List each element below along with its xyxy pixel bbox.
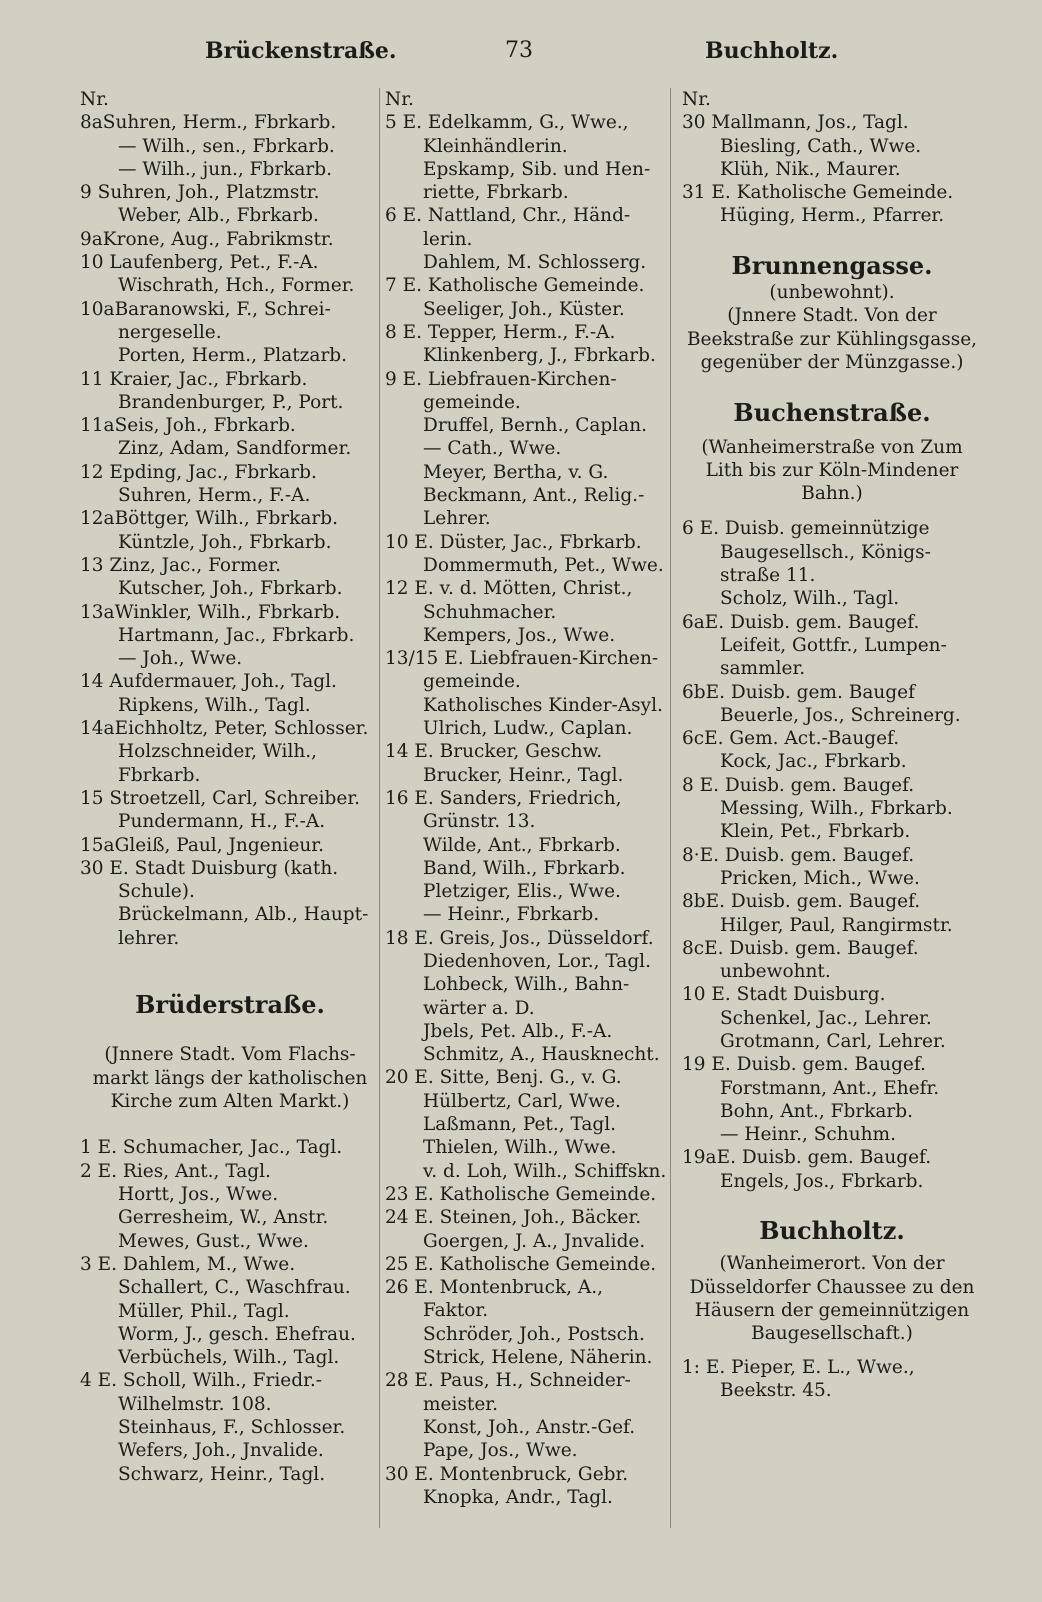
description-line: (Jnnere Stadt. Vom Flachs- [104,1044,356,1066]
entry-line: 10 E. Düster, Jac., Fbrkarb. [385,531,642,553]
entry-line: unbewohnt. [720,961,831,983]
entry-line: Wischrath, Hch., Former. [118,275,355,297]
nr-label: Nr. [385,89,414,110]
entry-line: Mewes, Gust., Wwe. [118,1230,309,1252]
entry-line: 9aKrone, Aug., Fabrikmstr. [80,228,334,250]
entry-line: Wilhelmstr. 108. [118,1393,272,1415]
entry-line: Druffel, Bernh., Caplan. [423,415,647,437]
entry-line: 30 E. Montenbruck, Gebr. [385,1463,629,1485]
entry-line: Ripkens, Wilh., Tagl. [118,694,311,716]
entry-line: 13 Zinz, Jac., Former. [80,554,282,576]
entry-line: Worm, J., gesch. Ehefrau. [118,1323,356,1345]
entry-line: Beekstr. 45. [720,1379,832,1401]
entry-line: Hülbertz, Carl, Wwe. [423,1090,621,1112]
entry-line: Epskamp, Sib. und Hen- [423,158,651,180]
entry-line: Weber, Alb., Fbrkarb. [118,205,319,227]
entry-line: Seeliger, Joh., Küster. [423,298,625,320]
entry-line: Müller, Phil., Tagl. [118,1300,290,1322]
entry-line: 7 E. Katholische Gemeinde. [385,275,645,297]
entry-line: — Wilh., sen., Fbrkarb. [118,135,335,157]
entry-line: Kock, Jac., Fbrkarb. [720,751,907,773]
entry-line: Bohn, Ant., Fbrkarb. [720,1100,914,1122]
entry-line: Schule). [118,881,195,903]
entry-line: Schröder, Joh., Postsch. [423,1323,645,1345]
entry-line: Holzschneider, Wilh., [118,741,318,763]
entry-line: Küntzle, Joh., Fbrkarb. [118,531,332,553]
entry-line: Schmitz, A., Hausknecht. [423,1044,660,1066]
entry-line: Band, Wilh., Fbrkarb. [423,857,626,879]
entry-line: gemeinde. [423,391,521,413]
entry-line: Wilde, Ant., Fbrkarb. [423,834,621,856]
section-description [682,436,982,506]
entry-line: Porten, Herm., Platzarb. [118,345,348,367]
entry-line: Schenkel, Jac., Lehrer. [720,1007,932,1029]
entry-line: Grotmann, Carl, Lehrer. [720,1030,946,1052]
entry-line: v. d. Loh, Wilh., Schiffskn. [423,1160,667,1182]
entry-line: 1: E. Pieper, E. L., Wwe., [682,1356,915,1378]
nr-label: Nr. [80,89,109,110]
entry-line: Hüging, Herm., Pfarrer. [720,205,945,227]
description-line: Lith bis zur Köln-Mindener [705,459,959,481]
col2-entries [385,111,685,1509]
page-header [0,38,1042,74]
entry-line: 8 E. Duisb. gem. Baugef. [682,774,915,796]
entry-line: Forstmann, Ant., Ehefr. [720,1077,940,1099]
col1-entries-2 [80,1136,380,1485]
entry-line: 16 E. Sanders, Friedrich, [385,787,622,809]
entry-line: 20 E. Sitte, Benj. G., v. G. [385,1067,622,1089]
col3-entries [682,111,982,227]
description-line: Düsseldorfer Chaussee zu den [689,1276,975,1298]
entry-line: Wefers, Joh., Jnvalide. [118,1440,324,1462]
entry-line: 6cE. Gem. Act.-Baugef. [682,728,900,750]
description-line: Kirche zum Alten Markt.) [110,1090,350,1112]
entry-line: Gerresheim, W., Anstr. [118,1207,329,1229]
entry-line: 15aGleiß, Paul, Jngenieur. [80,834,324,856]
entry-line: 10aBaranowski, F., Schrei- [80,298,331,320]
entry-line: Grünstr. 13. [423,811,536,833]
entry-line: Thielen, Wilh., Wwe. [423,1137,617,1159]
entry-line: 4 E. Scholl, Wilh., Friedr.- [80,1370,323,1392]
entry-line: Strick, Helene, Näherin. [423,1347,653,1369]
entry-line: 3 E. Dahlem, M., Wwe. [80,1253,296,1275]
entry-line: Hortt, Jos., Wwe. [118,1184,279,1206]
entry-line: gemeinde. [423,671,521,693]
header-left-street: Brückenstraße. [205,38,397,64]
column-3 [682,88,982,1402]
entry-line: Biesling, Cath., Wwe. [720,135,922,157]
entry-line: Hilger, Paul, Rangirmstr. [720,914,953,936]
description-line: Bahn.) [801,483,863,505]
entry-line: 24 E. Steinen, Joh., Bäcker. [385,1207,642,1229]
entry-line: 19 E. Duisb. gem. Baugef. [682,1054,926,1076]
entry-line: Brückelmann, Alb., Haupt- [118,904,369,926]
entry-line: 13aWinkler, Wilh., Fbrkarb. [80,601,341,623]
entry-line: Suhren, Herm., F.-A. [118,485,311,507]
entry-line: 14aEichholtz, Peter, Schlosser. [80,718,369,740]
section-title: Buchenstraße. [733,397,931,427]
entry-line: Klüh, Nik., Maurer. [720,158,901,180]
entry-line: riette, Fbrkarb. [423,182,569,204]
entry-line: Messing, Wilh., Fbrkarb. [720,798,953,820]
page-number: 73 [505,38,533,63]
entry-line: 8 E. Tepper, Herm., F.-A. [385,321,616,343]
entry-line: Schuhmacher. [423,601,557,623]
entry-line: 6 E. Duisb. gemeinnützige [682,518,930,540]
col3-entries-3 [682,1356,982,1403]
entry-line: lehrer. [118,927,180,949]
entry-line: Baugesellsch., Königs- [720,541,931,563]
entry-line: — Heinr., Schuhm. [720,1124,896,1146]
entry-line: 13/15 E. Liebfrauen-Kirchen- [385,648,659,670]
entry-line: nergeselle. [118,321,222,343]
entry-line: Jbels, Pet. Alb., F.-A. [423,1020,613,1042]
entry-line: 25 E. Katholische Gemeinde. [385,1253,657,1275]
entry-line: Zinz, Adam, Sandformer. [118,438,352,460]
description-line: (Jnnere Stadt. Von der [727,305,937,327]
entry-line: Klinkenberg, J., Fbrkarb. [423,345,656,367]
entry-line: Meyer, Bertha, v. G. [423,461,609,483]
entry-line: — Heinr., Fbrkarb. [423,904,600,926]
entry-line: 8cE. Duisb. gem. Baugef. [682,937,919,959]
entry-line: 14 Aufdermauer, Joh., Tagl. [80,671,337,693]
entry-line: 10 Laufenberg, Pet., F.-A. [80,252,319,274]
entry-line: 14 E. Brucker, Geschw. [385,741,603,763]
entry-line: 12 E. v. d. Mötten, Christ., [385,578,633,600]
section-description [80,1043,380,1113]
entry-line: Pletziger, Elis., Wwe. [423,881,621,903]
entry-line: Konst, Joh., Anstr.-Gef. [423,1416,636,1438]
description-line: Baugesellschaft.) [751,1323,913,1345]
entry-line: Beckmann, Ant., Relig.- [423,485,645,507]
entry-line: 23 E. Katholische Gemeinde. [385,1183,657,1205]
entry-line: Schallert, C., Waschfrau. [118,1277,351,1299]
entry-line: Steinhaus, F., Schlosser. [118,1417,346,1439]
entry-line: 10 E. Stadt Duisburg. [682,984,886,1006]
entry-line: 28 E. Paus, H., Schneider- [385,1370,631,1392]
entry-line: Kutscher, Joh., Fbrkarb. [118,578,343,600]
entry-line: 15 Stroetzell, Carl, Schreiber. [80,787,361,809]
entry-line: 2 E. Ries, Ant., Tagl. [80,1160,271,1182]
entry-line: 18 E. Greis, Jos., Düsseldorf. [385,927,654,949]
entry-line: 9 Suhren, Joh., Platzmstr. [80,182,320,204]
header-right-street: Buchholtz. [705,38,839,64]
entry-line: Engels, Jos., Fbrkarb. [720,1170,924,1192]
entry-line: Scholz, Wilh., Tagl. [720,588,900,610]
entry-line: Pape, Jos., Wwe. [423,1440,578,1462]
entry-line: Brandenburger, P., Port. [118,391,344,413]
entry-line: Leifeit, Gottfr., Lumpen- [720,634,947,656]
entry-line: Beuerle, Jos., Schreinerg. [720,704,961,726]
entry-line: — Joh., Wwe. [118,648,243,670]
entry-line: Schwarz, Heinr., Tagl. [118,1463,326,1485]
entry-line: 6bE. Duisb. gem. Baugef [682,681,915,703]
entry-line: Lehrer. [423,508,491,530]
entry-line: Hartmann, Jac., Fbrkarb. [118,624,355,646]
entry-line: Lohbeck, Wilh., Bahn- [423,974,630,996]
section-description [682,304,982,374]
entry-line: 8aSuhren, Herm., Fbrkarb. [80,112,337,134]
description-line: Beekstraße zur Kühlingsgasse, [686,328,978,350]
entry-line: 6aE. Duisb. gem. Baugef. [682,611,920,633]
description-line: Häusern der gemeinnützigen [694,1299,970,1321]
entry-line: 8bE. Duisb. gem. Baugef. [682,891,921,913]
entry-line: 12 Epding, Jac., Fbrkarb. [80,461,317,483]
col3-entries-2 [682,517,982,1193]
entry-line: wärter a. D. [423,997,535,1019]
entry-line: Brucker, Heinr., Tagl. [423,764,624,786]
entry-line: 30 E. Stadt Duisburg (kath. [80,857,339,879]
section-description [682,1252,982,1345]
col1-entries [80,111,380,950]
entry-line: 9 E. Liebfrauen-Kirchen- [385,368,617,390]
entry-line: 1 E. Schumacher, Jac., Tagl. [80,1137,343,1159]
entry-line: Verbüchels, Wilh., Tagl. [118,1347,340,1369]
entry-line: 12aBöttger, Wilh., Fbrkarb. [80,508,338,530]
entry-line: Kempers, Jos., Wwe. [423,624,616,646]
entry-line: Diedenhoven, Lor., Tagl. [423,950,651,972]
description-line: (Wanheimerort. Von der [719,1253,945,1275]
entry-line: 30 Mallmann, Jos., Tagl. [682,112,909,134]
description-line: markt längs der katholischen [92,1067,368,1089]
entry-line: Klein, Pet., Fbrkarb. [720,821,911,843]
entry-line: Fbrkarb. [118,764,201,786]
entry-line: Dahlem, M. Schlosserg. [423,252,647,274]
entry-line: 8·E. Duisb. gem. Baugef. [682,844,915,866]
entry-line: — Wilh., jun., Fbrkarb. [118,158,332,180]
entry-line: sammler. [720,658,806,680]
entry-line: straße 11. [720,565,816,587]
entry-line: 11 Kraier, Jac., Fbrkarb. [80,368,308,390]
entry-line: 6 E. Nattland, Chr., Händ- [385,205,631,227]
column-2 [385,88,685,1509]
entry-line: Goergen, J. A., Jnvalide. [423,1230,646,1252]
entry-line: Laßmann, Pet., Tagl. [423,1114,617,1136]
section-title: Brunnengasse. [731,251,933,281]
entry-line: 26 E. Montenbruck, A., [385,1277,604,1299]
entry-line: lerin. [423,228,473,250]
entry-line: Kleinhändlerin. [423,135,568,157]
description-line: gegenüber der Münzgasse.) [700,351,964,373]
entry-line: 11aSeis, Joh., Fbrkarb. [80,415,296,437]
section-subtitle: (unbewohnt). [769,282,895,304]
entry-line: 31 E. Katholische Gemeinde. [682,182,954,204]
entry-line: Knopka, Andr., Tagl. [423,1486,613,1508]
section-title: Buchholtz. [759,1216,905,1246]
entry-line: Ulrich, Ludw., Caplan. [423,718,633,740]
entry-line: — Cath., Wwe. [423,438,562,460]
entry-line: 19aE. Duisb. gem. Baugef. [682,1147,932,1169]
entry-line: Dommermuth, Pet., Wwe. [423,554,664,576]
nr-label: Nr. [682,89,711,110]
entry-line: Pricken, Mich., Wwe. [720,867,920,889]
entry-line: Faktor. [423,1300,489,1322]
entry-line: Katholisches Kinder-Asyl. [423,694,663,716]
column-1 [80,88,380,1486]
entry-line: meister. [423,1393,498,1415]
entry-line: 5 E. Edelkamm, G., Wwe., [385,112,629,134]
description-line: (Wanheimerstraße von Zum [701,436,963,458]
entry-line: Pundermann, H., F.-A. [118,811,326,833]
section-title: Brüderstraße. [135,989,325,1019]
